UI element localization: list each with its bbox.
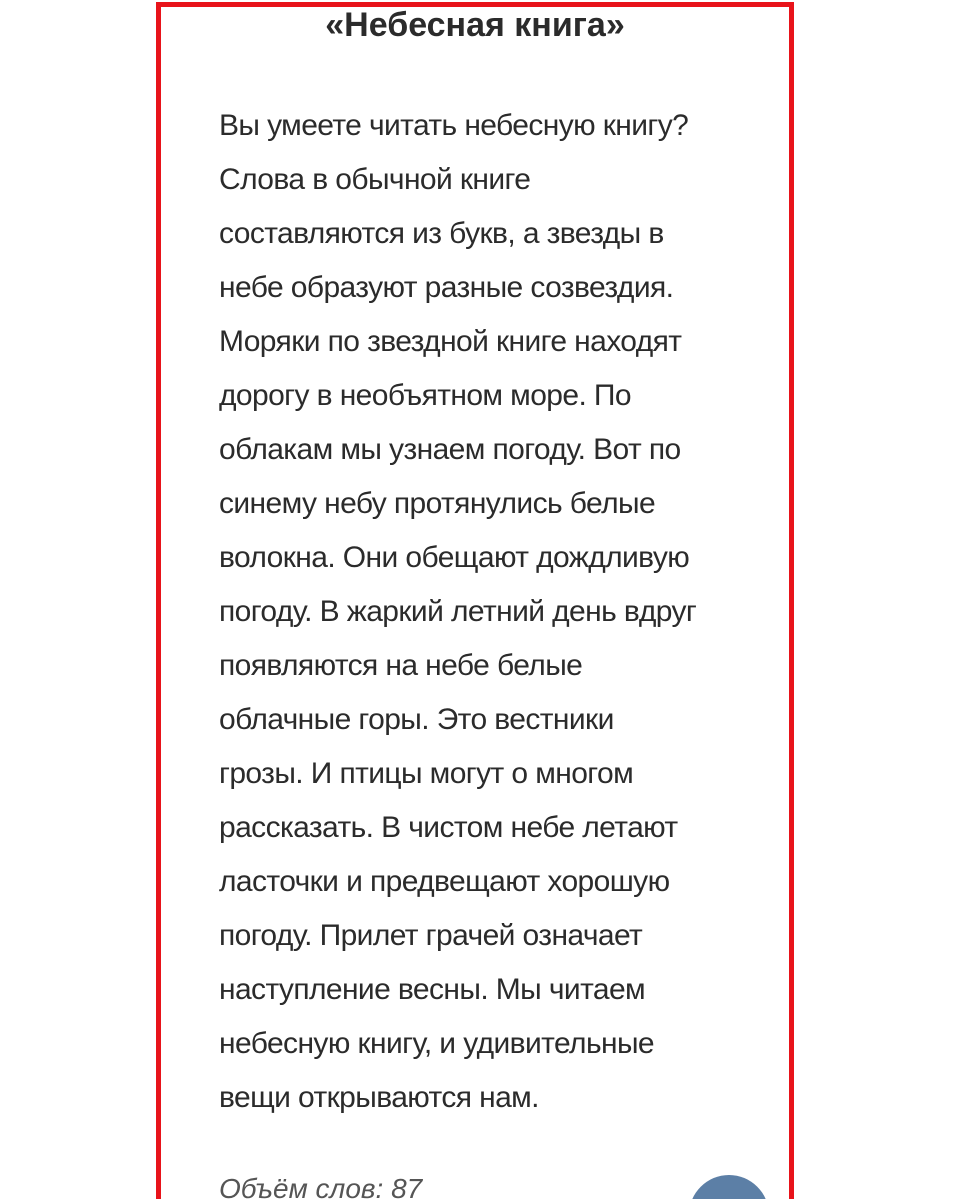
body-line: погоду. В жаркий летний день вдруг <box>219 595 697 628</box>
body-line: Вы умеете читать небесную книгу? <box>219 109 689 142</box>
highlight-frame <box>156 2 794 1199</box>
scroll-to-top-button[interactable] <box>689 1175 769 1199</box>
body-line: синему небу протянулись белые <box>219 487 656 520</box>
word-count: Объём слов: 87 <box>219 1173 423 1199</box>
body-line: появляются на небе белые <box>219 649 583 682</box>
body-line: погоду. Прилет грачей означает <box>219 919 643 952</box>
body-line: небе образуют разные созвездия. <box>219 271 674 304</box>
body-line: волокна. Они обещают дождливую <box>219 541 690 574</box>
body-line: вещи открываются нам. <box>219 1081 539 1114</box>
body-line: рассказать. В чистом небе летают <box>219 811 678 844</box>
body-line: облакам мы узнаем погоду. Вот по <box>219 433 681 466</box>
body-line: небесную книгу, и удивительные <box>219 1027 655 1060</box>
body-line: облачные горы. Это вестники <box>219 703 614 736</box>
article-body <box>219 99 779 1125</box>
body-line: грозы. И птицы могут о многом <box>219 757 634 790</box>
body-line: Моряки по звездной книге находят <box>219 325 682 358</box>
body-line: составляются из букв, а звезды в <box>219 217 664 250</box>
article-title: «Небесная книга» <box>325 6 625 44</box>
body-line: Слова в обычной книге <box>219 163 531 196</box>
body-line: дорогу в необъятном море. По <box>219 379 631 412</box>
body-line: наступление весны. Мы читаем <box>219 973 646 1006</box>
body-line: ласточки и предвещают хорошую <box>219 865 670 898</box>
